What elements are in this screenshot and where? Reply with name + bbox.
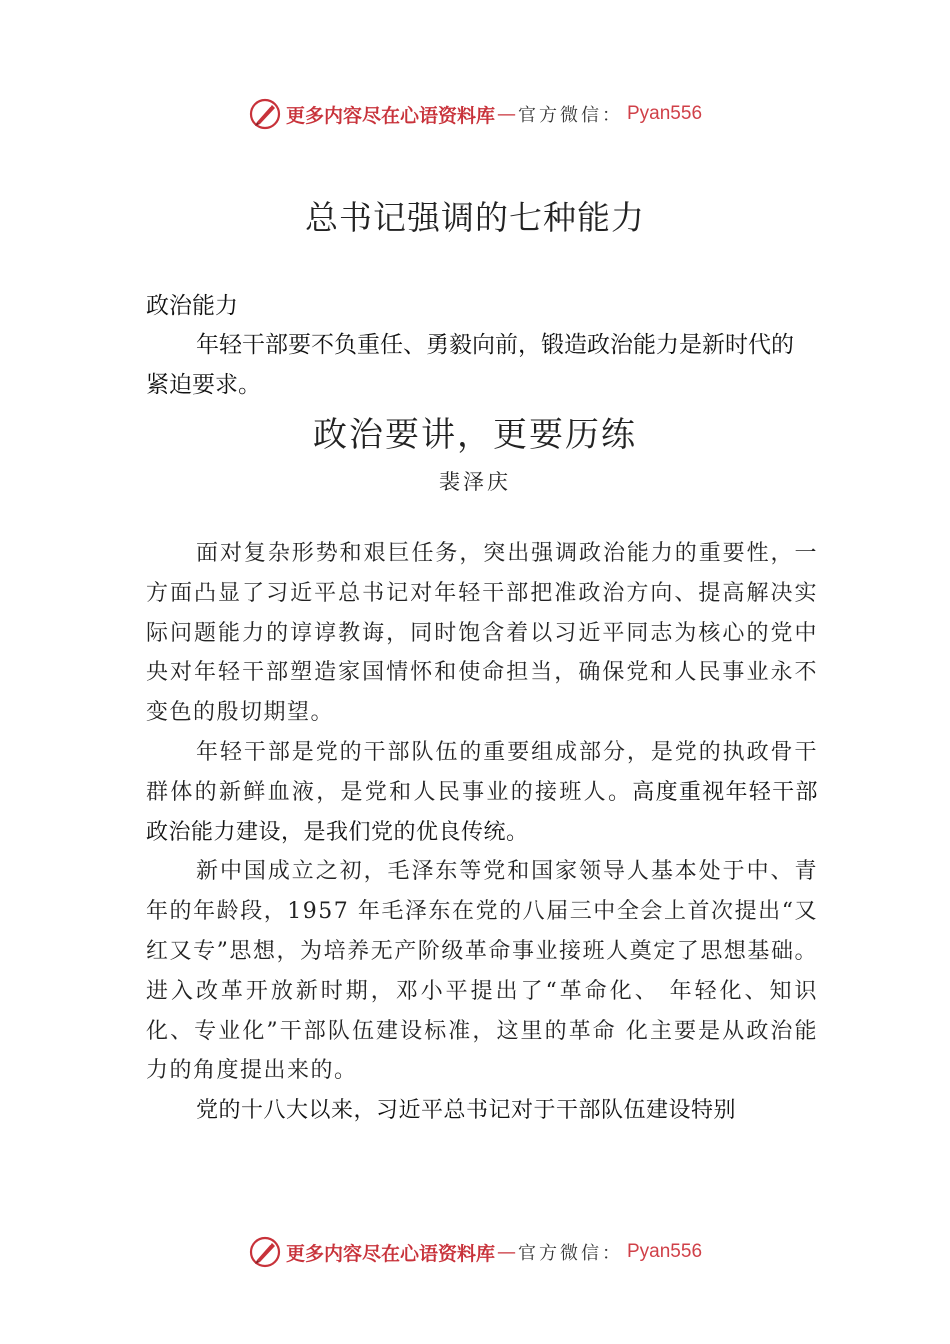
banner-separator: — <box>497 103 516 125</box>
header-banner <box>0 94 950 134</box>
banner-text: 更多内容尽在心语资料库 <box>285 1242 495 1265</box>
quill-logo-icon <box>248 97 282 131</box>
article-author: 裴泽庆 <box>439 470 511 494</box>
paragraph-text: 面对复杂形势和艰巨任务，突出强调政治能力的重要性，一方面凸显了习近平总书记对年轻干部把准政治方向、提高解决实际问题能力的谆谆教诲，同时饱含着以习近平同志为核心的党中央对年轻干部塑造家国情怀和使命担当，确保党和人民事业永不变色的殷切期望。 <box>146 541 818 726</box>
paragraph-emphasis: 党的十八大以来，习近平总书记对于干部队伍建设特别 <box>196 1098 737 1124</box>
body-paragraph <box>146 534 818 733</box>
paragraph-text: 新中国成立之初，毛泽东等党和国家领导人基本处于中、青年的年龄段，1957 年毛泽东在党的八届三中全会上首次提出“又红又专”思想，为培养无产阶级革命事业接班人奠定了思想基础。进入改革开放新时期，邓小平提出了“革命化、 年轻化、知识化、专业化”干部队伍建设标准，这里的革命 化主要是从政治能力的角度提出来的。 <box>146 859 818 1084</box>
banner-wechat-id: Pyan556 <box>627 1241 703 1262</box>
banner-official-label: 官方微信： <box>518 1243 623 1264</box>
footer-banner <box>0 1232 950 1272</box>
paragraph-text: 年轻干部是党的干部队伍的重要组成部分，是党的执政骨干群体的新鲜血液，是党和人民事业的接班人。 <box>146 739 818 805</box>
banner-text: 更多内容尽在心语资料库 <box>285 104 495 127</box>
paragraph-emphasis: 高度重视年轻干部政治能力建设，是我们党的优良传统。 <box>146 779 818 845</box>
article-subtitle: 政治要讲，更要历练 <box>313 415 637 455</box>
document-title: 总书记强调的七种能力 <box>305 198 645 237</box>
quill-logo-icon <box>248 1235 282 1269</box>
banner-official-label: 官方微信： <box>518 105 623 126</box>
lead-paragraph: 年轻干部要不负重任、勇毅向前，锻造政治能力是新时代的紧迫要求。 <box>146 332 794 398</box>
body-paragraph <box>146 852 818 1091</box>
article-body <box>146 534 818 1131</box>
body-paragraph <box>146 1091 818 1131</box>
body-paragraph <box>146 733 818 852</box>
banner-wechat-id: Pyan556 <box>627 103 703 124</box>
section-heading: 政治能力 <box>146 293 238 319</box>
banner-separator: — <box>497 1241 516 1263</box>
